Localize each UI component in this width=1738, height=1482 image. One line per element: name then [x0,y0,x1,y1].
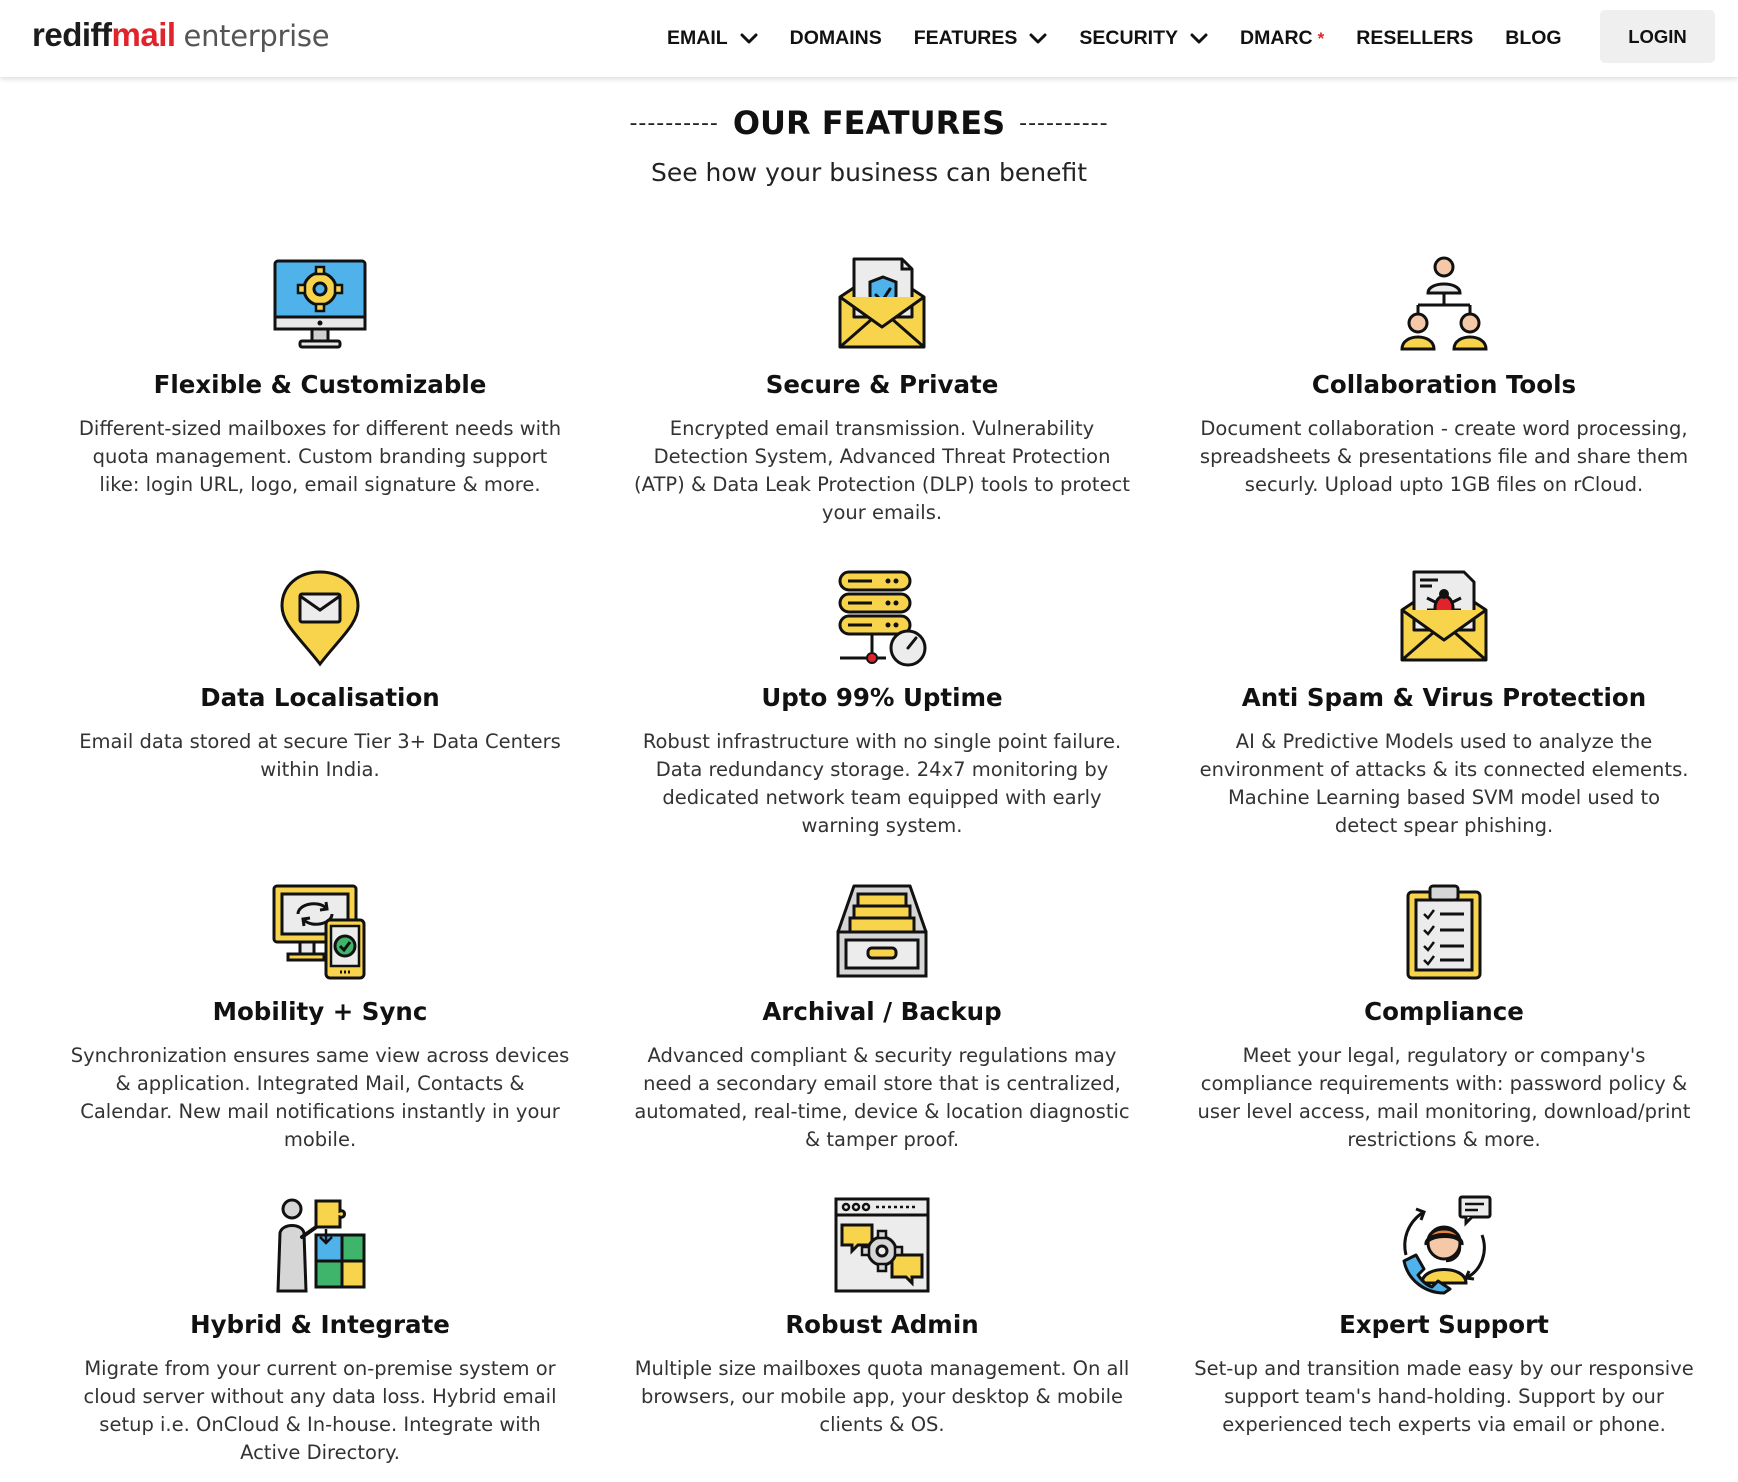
feature-card [1174,568,1714,840]
feature-description: Email data stored at secure Tier 3+ Data Centers within India. [79,730,561,781]
feature-card [50,568,590,784]
feature-card [50,1195,590,1467]
team-hierarchy-icon [1394,255,1494,355]
nav-security-label: SECURITY [1079,27,1179,49]
top-header [0,0,1738,77]
feature-card [50,882,590,1154]
secure-envelope-icon [832,255,932,355]
features-heading [0,104,1738,187]
puzzle-person-icon [270,1195,370,1295]
nav-dmarc[interactable] [1240,27,1324,50]
monitor-gear-icon [270,255,370,355]
title-dashes-right: ---------- [1019,110,1109,136]
nav-features[interactable] [914,27,1048,50]
nav-domains-label: DOMAINS [789,27,882,49]
feature-title: Data Localisation [200,683,440,712]
section-title-row [615,104,1122,142]
nav-email[interactable] [667,27,758,50]
feature-title: Compliance [1364,997,1524,1026]
section-title: OUR FEATURES [732,104,1006,142]
chevron-down-icon [740,33,758,45]
logo-rediff: rediff [32,16,112,53]
chevron-down-icon [1029,33,1047,45]
logo-enterprise: enterprise [183,19,330,53]
clipboard-checklist-icon [1394,882,1494,982]
feature-title: Flexible & Customizable [153,370,487,399]
location-mail-icon [270,568,370,668]
feature-description: Document collaboration - create word processing, spreadsheets & presentations file and share them securly. Upload upto 1GB files on rCloud. [1199,417,1689,496]
feature-title: Mobility + Sync [212,997,428,1026]
nav-resellers[interactable] [1356,27,1473,50]
feature-description: Advanced compliant & security regulations may need a secondary email store that is centralized, automated, real-time, device & location diagnostic & tamper proof. [634,1044,1130,1151]
nav-dmarc-label: DMARC [1240,27,1313,49]
feature-description: Robust infrastructure with no single point failure. Data redundancy storage. 24x7 monitoring by dedicated network team equipped with early warning system. [642,730,1122,837]
feature-title: Hybrid & Integrate [190,1310,450,1339]
feature-description: Set-up and transition made easy by our responsive support team's hand-holding. Support by our experienced tech experts via email or phone. [1194,1357,1694,1436]
server-gauge-icon [832,568,932,668]
device-sync-icon [270,882,370,982]
feature-card [50,255,590,499]
feature-card [1174,1195,1714,1439]
login-button[interactable]: LOGIN [1600,10,1715,63]
nav-domains[interactable] [790,27,882,50]
main-nav [667,0,1594,77]
feature-description: Different-sized mailboxes for different needs with quota management. Custom branding support like: login URL, logo, email signature & more. [78,417,562,496]
feature-title: Collaboration Tools [1311,370,1577,399]
nav-email-label: EMAIL [667,27,728,49]
bug-envelope-icon [1394,568,1494,668]
feature-card [612,1195,1152,1439]
feature-description: Meet your legal, regulatory or company's compliance requirements with: password policy & user level access, mail monitoring, download/print restrictions & more. [1197,1044,1691,1151]
feature-title: Upto 99% Uptime [761,683,1003,712]
support-agent-icon [1394,1195,1494,1295]
rediffmail-logo[interactable] [32,16,329,60]
section-subtitle: See how your business can benefit [650,158,1088,187]
feature-description: Synchronization ensures same view across devices & application. Integrated Mail, Contacts & Calendar. New mail notifications instantly in your mobile. [70,1044,570,1151]
new-star-marker: * [1317,28,1325,48]
feature-title: Secure & Private [765,370,999,399]
nav-blog-label: BLOG [1505,27,1562,49]
feature-card [612,255,1152,527]
admin-window-gear-icon [832,1195,932,1295]
feature-card [612,882,1152,1154]
chevron-down-icon [1190,33,1208,45]
feature-description: AI & Predictive Models used to analyze the environment of attacks & its connected elements. Machine Learning based SVM model used to detect spear phishing. [1199,730,1689,837]
feature-description: Migrate from your current on-premise system or cloud server without any data loss. Hybrid email setup i.e. OnCloud & In-house. Integrate with Active Directory. [83,1357,557,1464]
nav-blog[interactable] [1505,27,1561,50]
nav-security[interactable] [1079,27,1208,50]
nav-features-label: FEATURES [913,27,1018,49]
logo-mail: mail [111,16,176,53]
feature-title: Expert Support [1339,1310,1549,1339]
title-dashes-left: ---------- [629,110,719,136]
feature-description: Multiple size mailboxes quota management. On all browsers, our mobile app, your desktop & mobile clients & OS. [634,1357,1130,1436]
feature-card [612,568,1152,840]
archive-box-icon [832,882,932,982]
feature-title: Archival / Backup [762,997,1002,1026]
feature-card [1174,882,1714,1154]
nav-resellers-label: RESELLERS [1356,27,1474,49]
feature-description: Encrypted email transmission. Vulnerability Detection System, Advanced Threat Protection (ATP) & Data Leak Protection (DLP) tools to protect your emails. [634,417,1130,524]
feature-card [1174,255,1714,499]
feature-title: Robust Admin [785,1310,979,1339]
feature-title: Anti Spam & Virus Protection [1241,683,1647,712]
